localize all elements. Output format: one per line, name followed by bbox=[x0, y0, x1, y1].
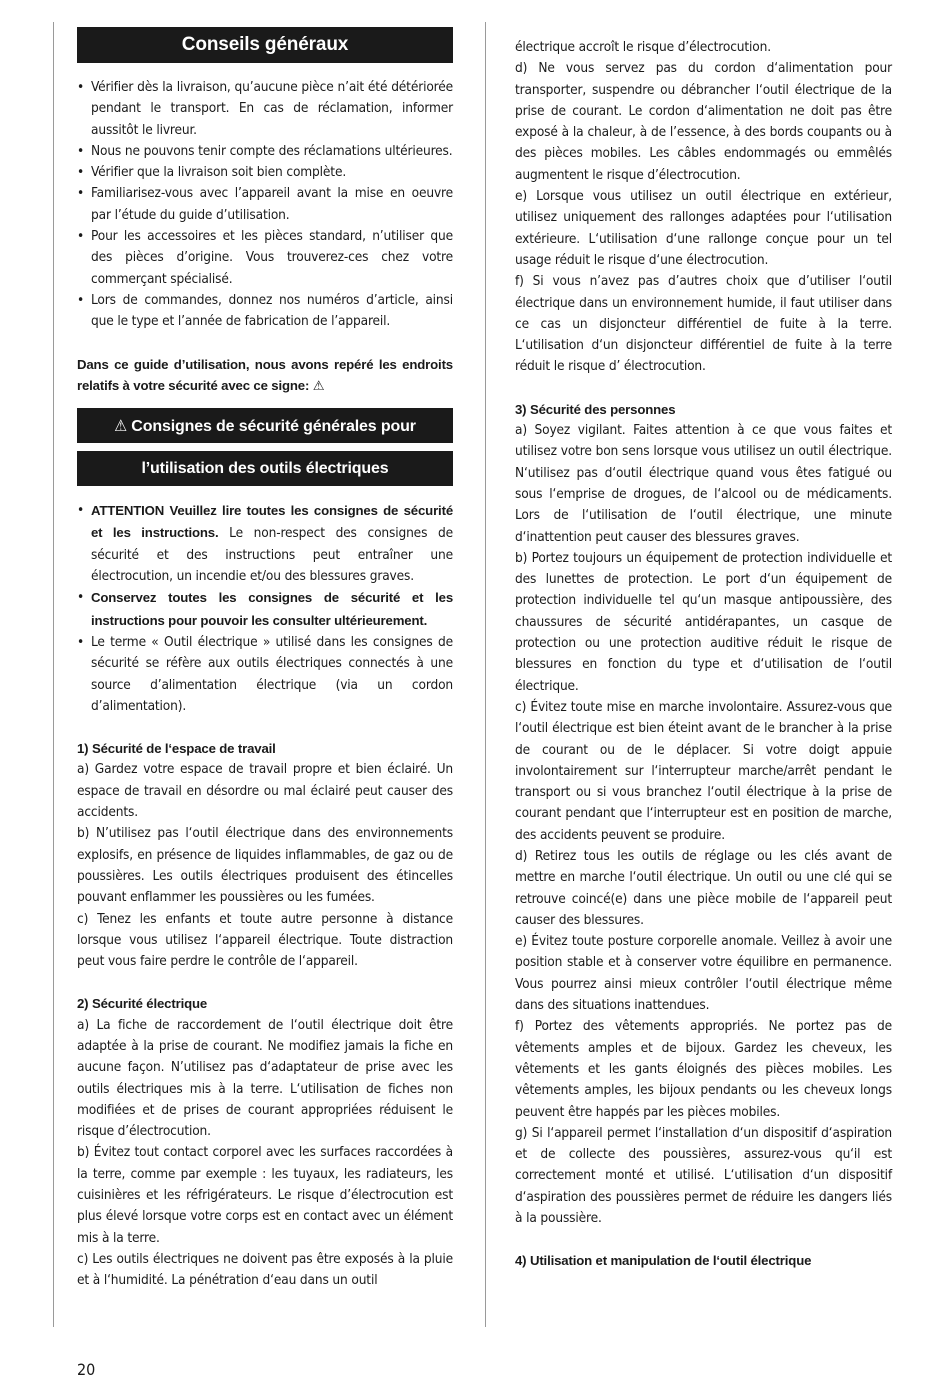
list-item: • Vérifier dès la livraison, qu’aucune pièce n’ait été détériorée pendant le transport. En cas de réclamation, informer aussitôt le livreur. bbox=[77, 77, 453, 141]
paragraph: d) Retirez tous les outils de réglage ou les clés avant de mettre en marche l‘outil électrique. Un outil ou une clé qui se retrouve coincé(e) dans une pièce mobile de l‘appareil peut causer des blessures. bbox=[515, 847, 892, 928]
section4-title: 4) Utilisation et manipulation de l‘outil électrique bbox=[515, 1253, 812, 1269]
paragraph: g) Si l‘appareil permet l‘installation d‘un dispositif d‘aspiration et de collecte des poussières, assurez-vous qu‘il est correctement monté et utilisé. L‘utilisation d‘un dispositif d‘aspiration des poussières permet de réduire les dangers liés à la poussière. bbox=[515, 1124, 892, 1227]
paragraph: e) Lorsque vous utilisez un outil électrique en extérieur, utilisez uniquement des rallonges adaptées pour l‘utilisation extérieure. L‘utilisation d‘une rallonge conçue pour un tel usage réduit le risque d‘une électrocution. bbox=[515, 188, 892, 268]
paragraph: a) Gardez votre espace de travail propre et bien éclairé. Un espace de travail en désordre ou mal éclairé peut causer des accidents. bbox=[77, 761, 453, 821]
list-item: • Lors de commandes, donnez nos numéros d’article, ainsi que le type et l’année de fabrication de l’appareil. bbox=[77, 290, 453, 333]
safety-note: Dans ce guide d’utilisation, nous avons repéré les endroits relatifs à votre sécurité avec ce signe: ⚠ bbox=[77, 356, 453, 394]
general-advice-list bbox=[77, 77, 453, 333]
list-item: • Familiarisez-vous avec l’appareil avant la mise en oeuvre par l’étude du guide d’utilisation. bbox=[77, 183, 453, 226]
list-item: • Vérifier que la livraison soit bien complète. bbox=[77, 162, 453, 183]
paragraph: a) Soyez vigilant. Faites attention à ce que vous faites et utilisez votre bon sens lorsque vous utilisez un outil électrique. N‘utilisez pas d‘outil électrique quand vous êtes fatigué ou sous l‘emprise de drogues, de l‘alcool ou de médicaments. Lors de l‘utilisation de l‘outil électrique, une minute d‘inattention peut causer des blessures graves. bbox=[515, 422, 892, 545]
paragraph: a) La fiche de raccordement de l‘outil électrique doit être adaptée à la prise de courant. Ne modifiez jamais la fiche en aucune façon. N’utilisez pas d‘adaptateur de prise avec les outils électriques mis à la terre. L‘utilisation de fiches non modifiées et de prises de courant appropriées réduisent le risque d’électrocution. bbox=[77, 1016, 453, 1140]
section1-title: 1) Sécurité de l‘espace de travail bbox=[77, 741, 276, 757]
paragraph: c) Tenez les enfants et toute autre personne à distance lorsque vous utilisez l‘appareil électrique. Toute distraction peut vous faire perdre le contrôle de l‘appareil. bbox=[77, 910, 453, 970]
safety-list bbox=[77, 500, 453, 717]
paragraph: b) N’utilisez pas l‘outil électrique dans des environnements explosifs, en présence de liquides inflammables, de gaz ou de poussières. Les outils électriques produisent des étincelles pouvant enflammer les poussières ou les fumées. bbox=[77, 825, 453, 906]
paragraph: c) Les outils électriques ne doivent pas être exposés à la pluie et à l‘humidité. La pénétration d‘eau dans un outil bbox=[77, 1250, 453, 1289]
safety-banner-line2: l’utilisation des outils électriques bbox=[77, 451, 453, 486]
list-item: • Conservez toutes les consignes de sécurité et les instructions pour pouvoir les consulter ultérieurement. bbox=[77, 587, 453, 632]
general-advice-banner: Conseils généraux bbox=[77, 27, 453, 63]
list-item: • Nous ne pouvons tenir compte des réclamations ultérieures. bbox=[77, 141, 453, 162]
safety-banner-line1: ⚠ Consignes de sécurité générales pour bbox=[77, 408, 453, 443]
section3-title: 3) Sécurité des personnes bbox=[515, 401, 676, 417]
list-item: • ATTENTION Veuillez lire toutes les consignes de sécurité et les instructions. Le non-respect des consignes de sécurité et des instructions peut entraîner une électrocution, un incendie et/ou des blessures graves. bbox=[77, 500, 453, 587]
left-column-rule bbox=[53, 22, 54, 1327]
paragraph: e) Évitez toute posture corporelle anomale. Veillez à avoir une position stable et à conserver votre équilibre en permanence. Vous pourrez ainsi mieux contrôler l‘outil électrique même dans des situations inattendues. bbox=[515, 933, 892, 1014]
list-item: • Pour les accessoires et les pièces standard, n’utiliser que des pièces d’origine. Vous trouverez-ces chez votre commerçant spécialisé. bbox=[77, 226, 453, 290]
paragraph: f) Portez des vêtements appropriés. Ne portez pas de vêtements amples et de bijoux. Gardez les cheveux, les vêtements et les gants éloignés des pièces mobiles. Les vêtements amples, les bijoux pendants ou les cheveux longs peuvent être happés par les pièces mobiles. bbox=[515, 1018, 892, 1120]
right-column bbox=[515, 37, 892, 1272]
left-column bbox=[77, 27, 453, 1292]
list-item: • Le terme « Outil électrique » utilisé dans les consignes de sécurité se réfère aux outils électriques connectés à une source d’alimentation électrique (via un cordon d’alimentation). bbox=[77, 632, 453, 717]
warning-icon: ⚠ bbox=[312, 378, 325, 394]
warning-icon: ⚠ bbox=[114, 416, 127, 436]
page-number: 20 bbox=[77, 1360, 96, 1379]
paragraph: b) Évitez tout contact corporel avec les surfaces raccordées à la terre, comme par exemple : les tuyaux, les radiateurs, les cuisinières et les réfrigérateurs. Le risque d’électrocution est plus élevé lorsque votre corps est en contact avec un élément mis à la terre. bbox=[77, 1144, 453, 1246]
paragraph: d) Ne vous servez pas du cordon d‘alimentation pour transporter, suspendre ou débrancher l‘outil électrique de la prise de courant. Le cordon d‘alimentation ne doit pas être exposé à la chaleur, à de l’essence, à des bords coupants ou à des pièces mobiles. Les câbles endommagés ou emmêlés augmentent le risque d’électrocution. bbox=[515, 60, 892, 183]
center-column-rule bbox=[485, 22, 486, 1327]
paragraph: électrique accroît le risque d’électrocution. bbox=[515, 39, 771, 55]
paragraph: f) Si vous n’avez pas d’autres choix que d’utiliser l‘outil électrique dans un environnement humide, il faut utiliser dans ce cas un disjoncteur différentiel de fuite à la terre. L‘utilisation d‘un disjoncteur différentiel de fuite à la terre réduit le risque d’ électrocution. bbox=[515, 273, 892, 375]
section2-title: 2) Sécurité électrique bbox=[77, 996, 208, 1012]
paragraph: c) Évitez toute mise en marche involontaire. Assurez-vous que l‘outil électrique est bien éteint avant de le brancher à la prise de courant ou de le déplacer. Si votre doigt appuie involontairement sur l‘interrupteur marche/arrêt pendant le transport ou si vous branchez l‘outil électrique à la prise de courant pendant que l‘interrupteur est en position de marche, des accidents peuvent se produire. bbox=[515, 698, 892, 843]
paragraph: b) Portez toujours un équipement de protection individuelle et des lunettes de protection. Le port d‘un équipement de protection individuelle tel qu‘un masque antipoussière, des chaussures de sécurité antidérapantes, un casque de protection ou une protection auditive réduit le risque de blessures en fonction du type et d‘utilisation de l‘outil électrique. bbox=[515, 549, 892, 694]
